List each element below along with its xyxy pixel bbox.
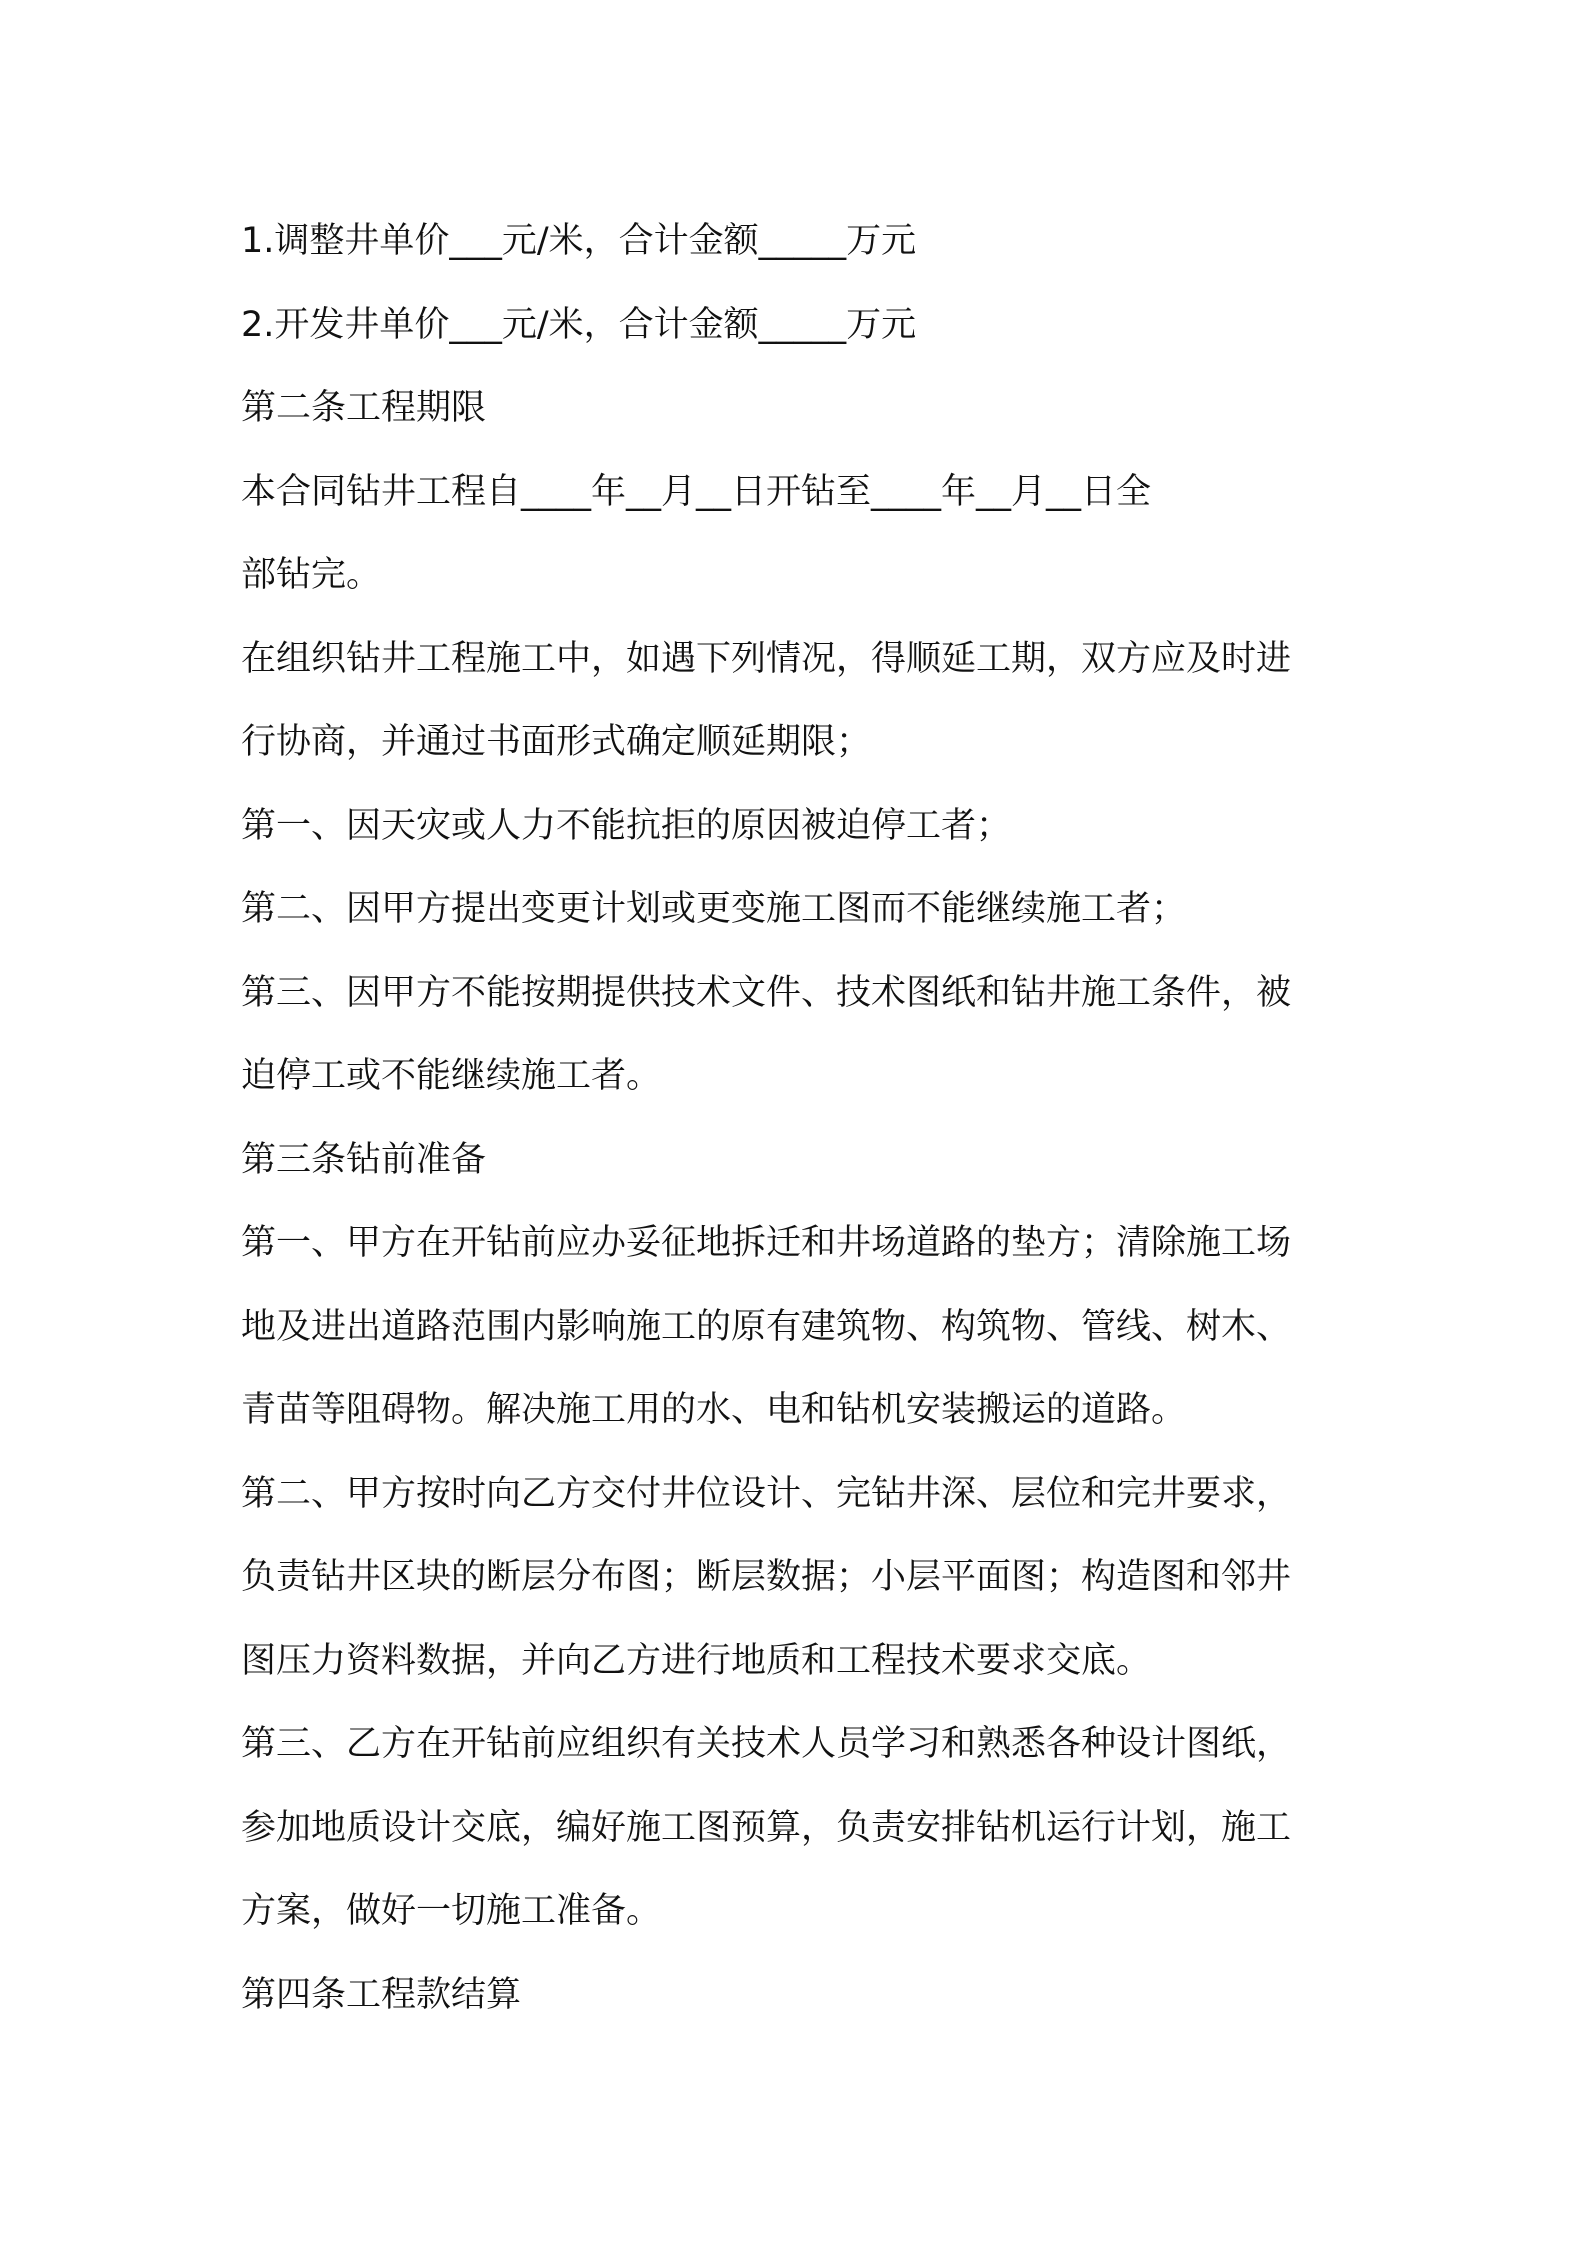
list-item-prep-2: 第二、甲方按时向乙方交付井位设计、完钻井深、层位和完井要求，	[241, 1473, 1292, 1514]
list-item-prep-3-cont: 参加地质设计交底，编好施工图预算，负责安排钻机运行计划，施工	[241, 1807, 1292, 1848]
list-item-extension-1: 第一、因天灾或人力不能抗拒的原因被迫停工者；	[241, 805, 1012, 846]
list-item-prep-1-cont: 地及进出道路范围内影响施工的原有建筑物、构筑物、管线、树木、	[241, 1306, 1292, 1347]
section-heading-article-4: 第四条工程款结算	[241, 1974, 522, 2015]
text-line-contract-period-cont: 部钻完。	[241, 555, 382, 595]
list-item-extension-3-cont: 迫停工或不能继续施工者。	[241, 1056, 662, 1096]
list-item-prep-2-cont: 负责钻井区块的断层分布图；断层数据；小层平面图；构造图和邻井	[241, 1557, 1292, 1597]
list-item-extension-3: 第三、因甲方不能按期提供技术文件、技术图纸和钻井施工条件，被	[241, 972, 1292, 1013]
text-line-unit-price-development-well: 2.开发井单价___元/米，合计金额_____万元	[241, 304, 917, 345]
list-item-prep-2-cont2: 图压力资料数据，并向乙方进行地质和工程技术要求交底。	[241, 1640, 1152, 1681]
text-line-contract-period: 本合同钻井工程自____年__月__日开钻至____年__月__日全	[241, 471, 1152, 512]
text-line-unit-price-adjustment-well: 1.调整井单价___元/米，合计金额_____万元	[241, 221, 917, 261]
list-item-prep-1: 第一、甲方在开钻前应办妥征地拆迁和井场道路的垫方；清除施工场	[241, 1223, 1292, 1263]
text-line-extension-conditions: 在组织钻井工程施工中，如遇下列情况，得顺延工期，双方应及时进	[241, 638, 1292, 679]
section-heading-article-3: 第三条钻前准备	[241, 1139, 487, 1180]
list-item-extension-2: 第二、因甲方提出变更计划或更变施工图而不能继续施工者；	[241, 889, 1187, 929]
list-item-prep-1-cont2: 青苗等阻碍物。解决施工用的水、电和钻机安装搬运的道路。	[241, 1390, 1187, 1430]
text-line-extension-conditions-cont: 行协商，并通过书面形式确定顺延期限；	[241, 722, 872, 762]
list-item-prep-3: 第三、乙方在开钻前应组织有关技术人员学习和熟悉各种设计图纸，	[241, 1724, 1292, 1764]
list-item-prep-3-cont2: 方案，做好一切施工准备。	[241, 1891, 662, 1931]
section-heading-article-2: 第二条工程期限	[241, 388, 487, 428]
document-body	[241, 200, 1361, 2037]
